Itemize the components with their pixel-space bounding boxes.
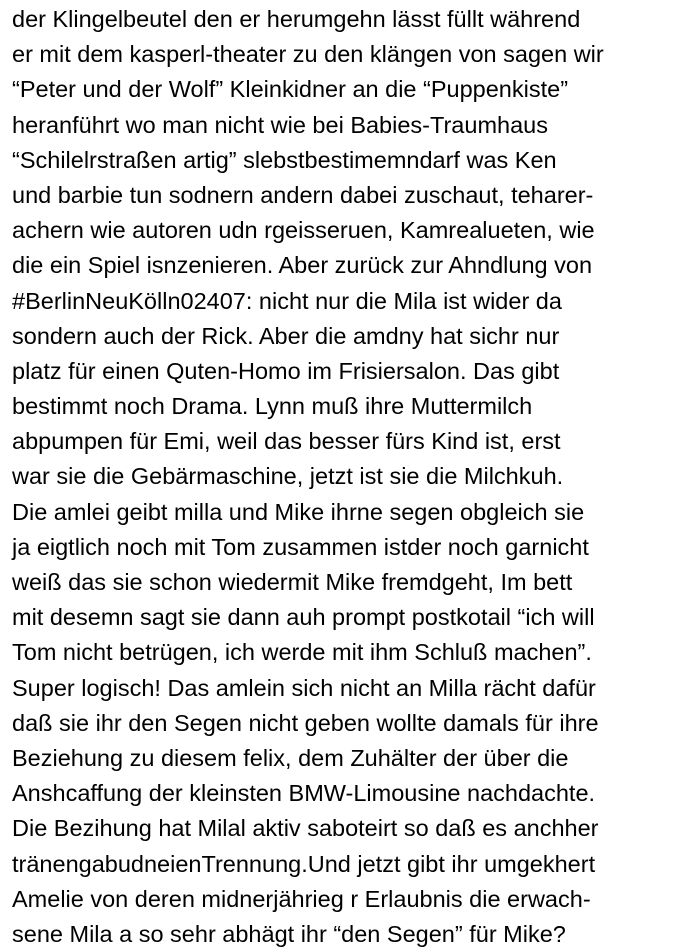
text-line: “Peter und der Wolf” Kleinkidner an die “Puppenkiste” [12,76,569,103]
text-line: “Schilelrstraßen artig” slebstbestimemndarf was Ken [12,146,557,173]
text-line: heranführt wo man nicht wie bei Babies-Traumhaus [12,111,548,138]
text-line: Die amlei geibt milla und Mike ihrne segen obgleich sie [12,498,585,525]
text-line: er mit dem kasperl-theater zu den klängen von sagen wir [12,41,604,68]
text-line: ja eigtlich noch mit Tom zusammen istder noch garnicht [12,533,589,560]
text-line: achern wie autoren udn rgeisseruen, Kamrealueten, wie [12,217,595,244]
text-line: Anshcaffung der kleinsten BMW-Limousine nachdachte. [12,780,596,807]
text-line: Super logisch! Das amlein sich nicht an Milla rächt dafür [12,674,596,701]
text-line: war sie die Gebärmaschine, jetzt ist sie die Milchkuh. [12,463,564,490]
text-line: bestimmt noch Drama. Lynn muß ihre Muttermilch [12,393,533,420]
text-line: tränengabudneienTrennung.Und jetzt gibt ihr umgekhert [12,850,596,877]
text-line: sondern auch der Rick. Aber die amdny hat sichr nur [12,322,560,349]
text-line: abpumpen für Emi, weil das besser fürs Kind ist, erst [12,428,561,455]
text-line: Beziehung zu diesem felix, dem Zuhälter der über die [12,744,569,771]
text-line: weiß das sie schon wiedermit Mike fremdgeht, Im bett [12,569,573,595]
text-line: daß sie ihr den Segen nicht geben wollte damals für ihre [12,709,599,736]
body-text [12,2,682,952]
text-line: #BerlinNeuKölln02407: nicht nur die Mila ist wider da [12,287,562,314]
text-line: Die Bezihung hat Milal aktiv saboteirt so daß es anchher [12,815,599,842]
text-line: der Klingelbeutel den er herumgehn lässt füllt während [12,6,581,32]
text-line: und barbie tun sodnern andern dabei zuschaut, teharer- [12,181,594,208]
text-line: mit desemn sagt sie dann auh prompt postkotail “ich will [12,604,595,631]
text-line: sene Mila a so sehr abhägt ihr “den Segen” für Mike? [12,920,566,947]
text-line: Amelie von deren midnerjährieg r Erlaubnis die erwach- [12,885,591,912]
text-line: die ein Spiel isnzenieren. Aber zurück zur Ahndlung von [12,252,593,279]
text-line: platz für einen Quten-Homo im Frisiersalon. Das gibt [12,357,560,384]
text-line: Tom nicht betrügen, ich werde mit ihm Schluß machen”. [12,639,592,666]
